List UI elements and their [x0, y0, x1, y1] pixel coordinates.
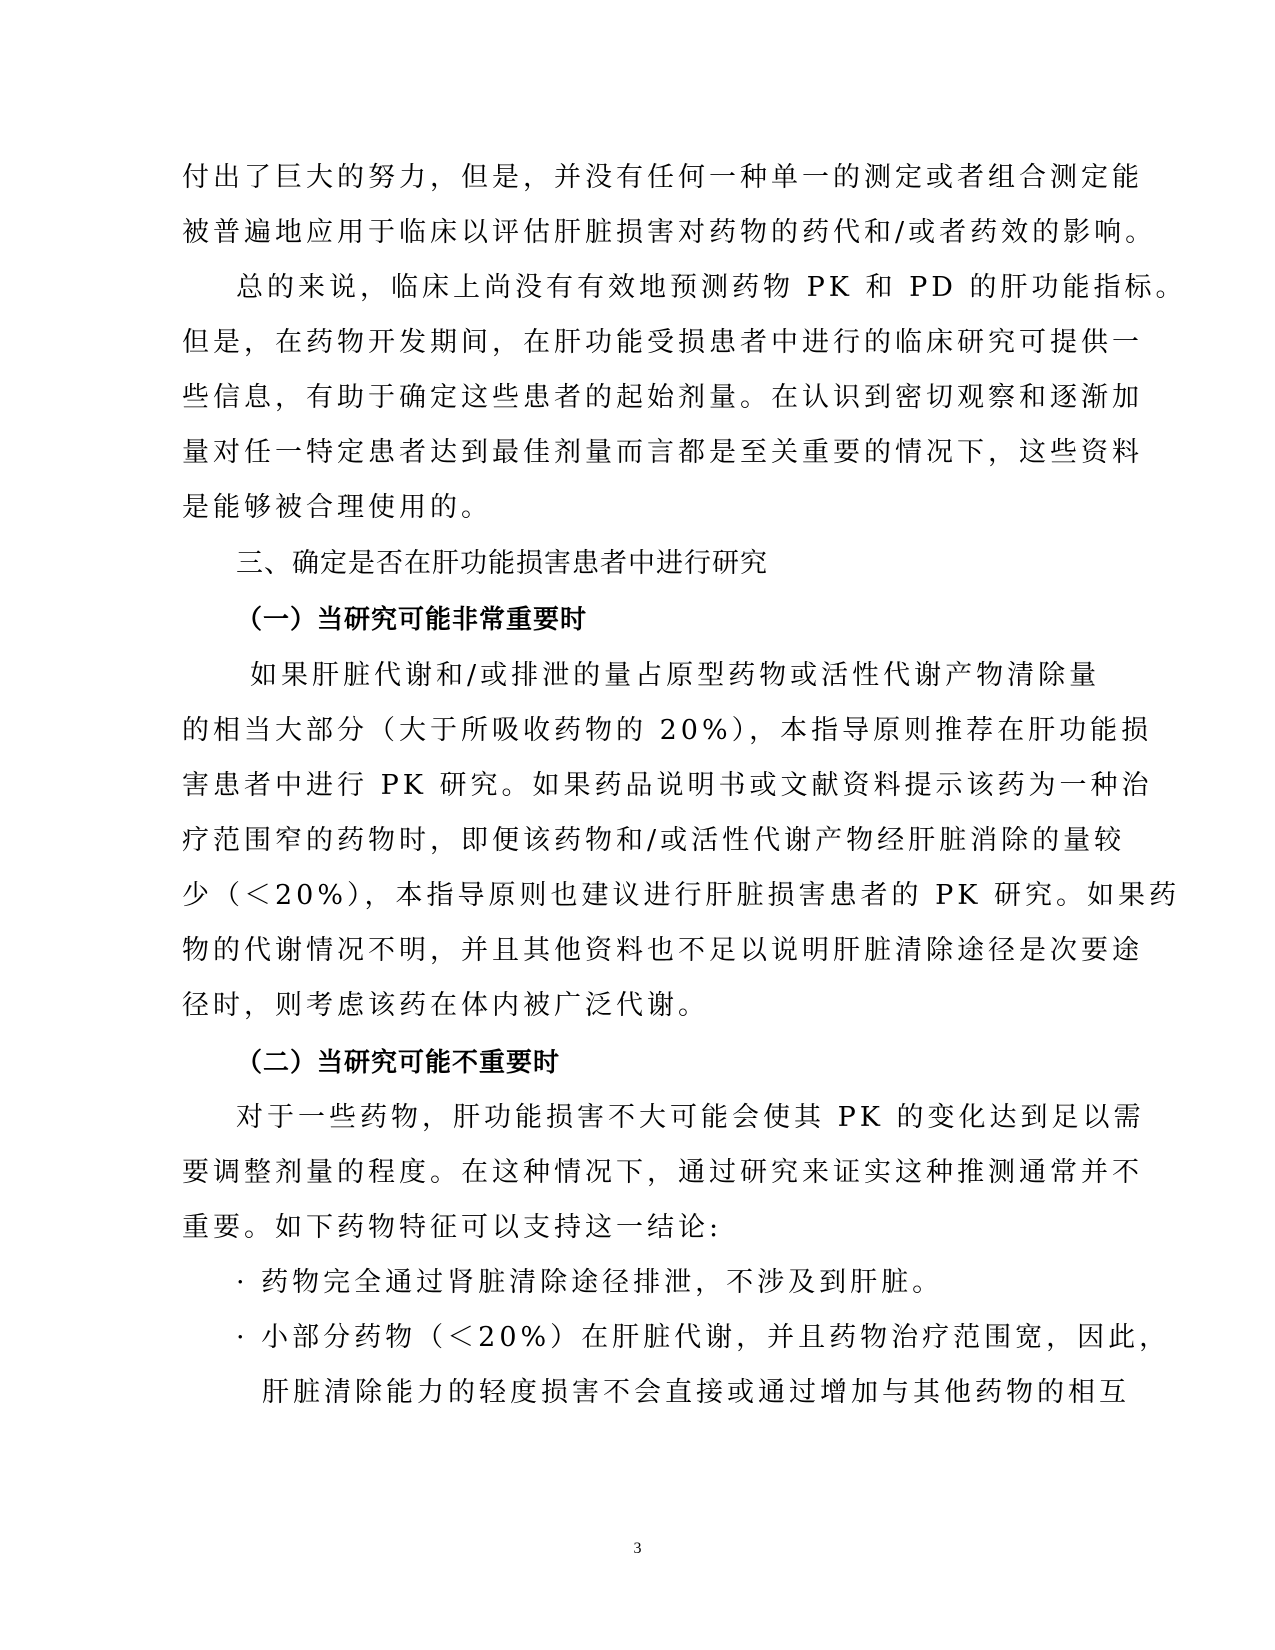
- paragraph-line: 物的代谢情况不明，并且其他资料也不足以说明肝脏清除途径是次要途: [182, 935, 1143, 966]
- paragraph-line: 如果肝脏代谢和/或排泄的量占原型药物或活性代谢产物清除量: [250, 660, 1101, 691]
- paragraph-line: 对于一些药物，肝功能损害不大可能会使其 PK 的变化达到足以需: [236, 1102, 1145, 1133]
- paragraph-line: 是能够被合理使用的。: [182, 492, 492, 523]
- paragraph-line: 量对任一特定患者达到最佳剂量而言都是至关重要的情况下，这些资料: [182, 437, 1143, 468]
- bullet-item: · 药物完全通过肾脏清除途径排泄，不涉及到肝脏。: [236, 1267, 944, 1298]
- paragraph-line: 些信息，有助于确定这些患者的起始剂量。在认识到密切观察和逐渐加: [182, 382, 1143, 413]
- paragraph-line: 付出了巨大的努力，但是，并没有任何一种单一的测定或者组合测定能: [182, 162, 1143, 193]
- paragraph-line: 疗范围窄的药物时，即便该药物和/或活性代谢产物经肝脏消除的量较: [182, 825, 1126, 856]
- bullet-continuation: 肝脏清除能力的轻度损害不会直接或通过增加与其他药物的相互: [262, 1377, 1130, 1408]
- page-number: 3: [633, 1540, 642, 1557]
- bullet-item: · 小部分药物（＜20%）在肝脏代谢，并且药物治疗范围宽，因此，: [236, 1322, 1171, 1353]
- paragraph-line: 总的来说，临床上尚没有有效地预测药物 PK 和 PD 的肝功能指标。: [236, 272, 1187, 303]
- section-heading: 三、确定是否在肝功能损害患者中进行研究: [236, 548, 768, 579]
- paragraph-line: 害患者中进行 PK 研究。如果药品说明书或文献资料提示该药为一种治: [182, 770, 1153, 801]
- subsection-heading: （二）当研究可能不重要时: [236, 1048, 561, 1078]
- paragraph-line: 但是，在药物开发期间，在肝功能受损患者中进行的临床研究可提供一: [182, 327, 1143, 358]
- paragraph-line: 重要。如下药物特征可以支持这一结论:: [182, 1212, 723, 1243]
- paragraph-line: 要调整剂量的程度。在这种情况下，通过研究来证实这种推测通常并不: [182, 1157, 1143, 1188]
- paragraph-line: 少（＜20%），本指导原则也建议进行肝脏损害患者的 PK 研究。如果药: [182, 880, 1181, 911]
- paragraph-line: 的相当大部分（大于所吸收药物的 20%），本指导原则推荐在肝功能损: [182, 715, 1153, 746]
- paragraph-line: 被普遍地应用于临床以评估肝脏损害对药物的药代和/或者药效的影响。: [182, 217, 1157, 248]
- subsection-heading: （一）当研究可能非常重要时: [236, 605, 588, 635]
- paragraph-line: 径时，则考虑该药在体内被广泛代谢。: [182, 990, 709, 1021]
